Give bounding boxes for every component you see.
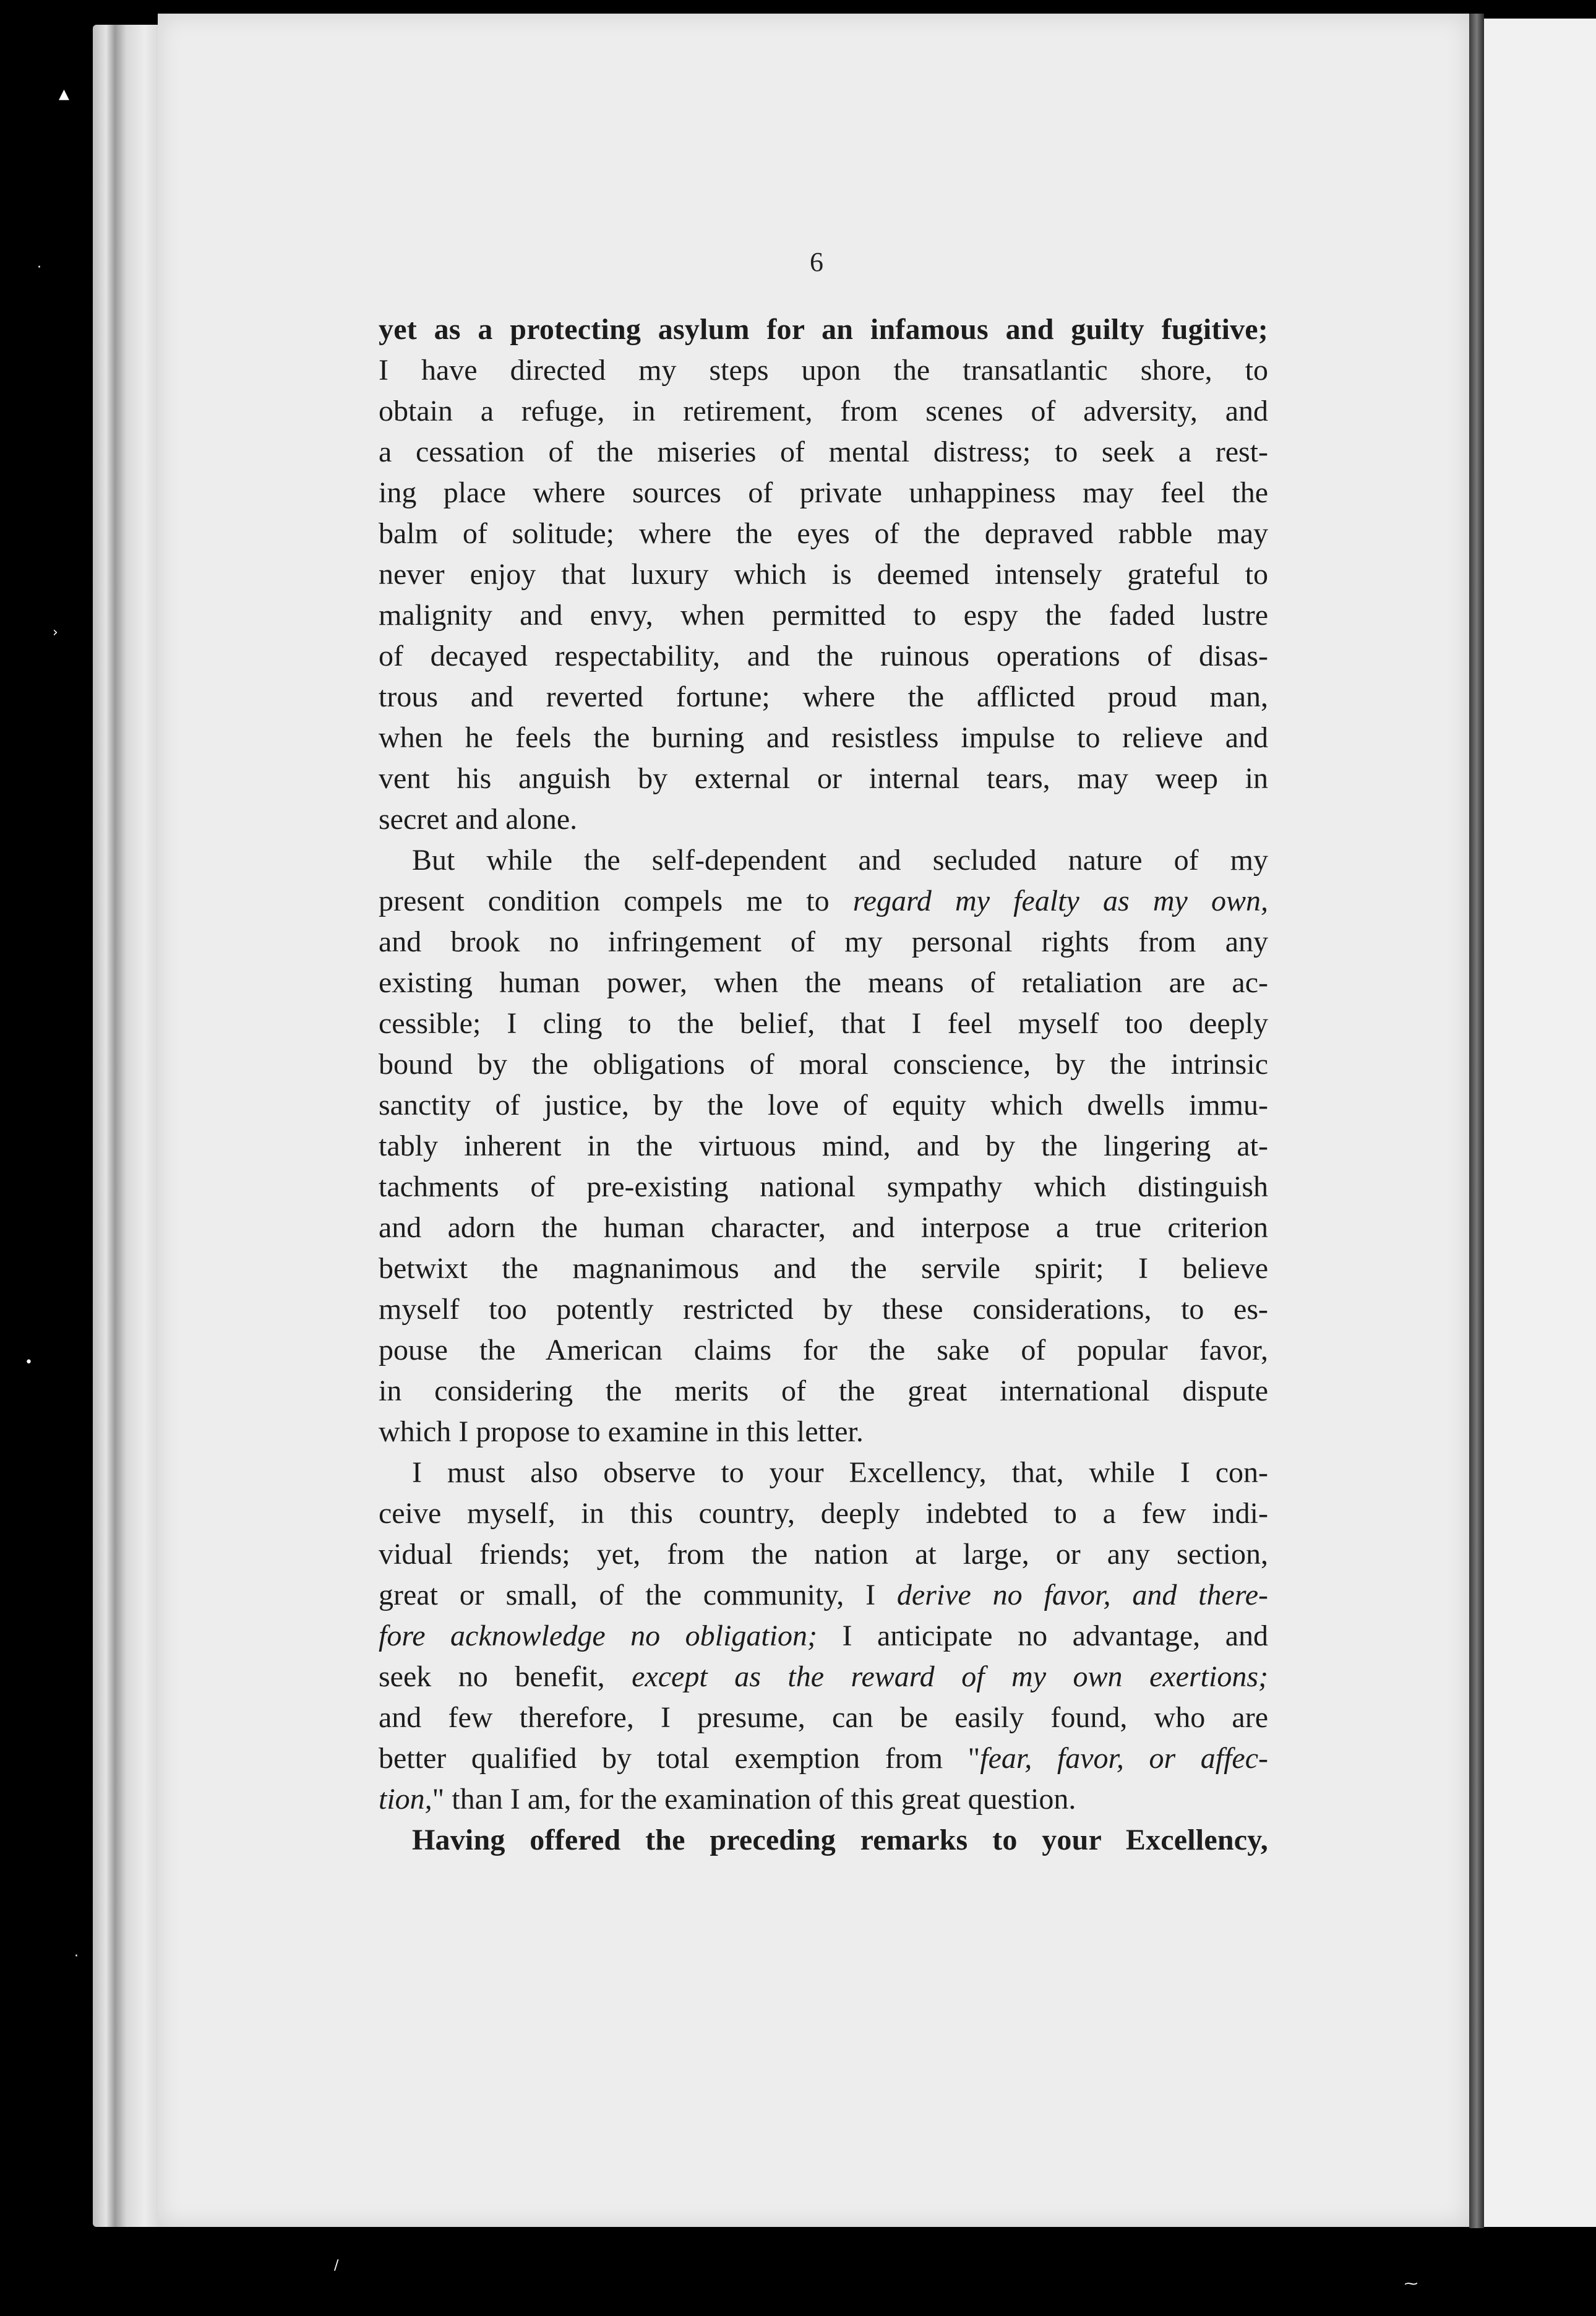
scan-speck: · bbox=[37, 260, 41, 275]
text-line: Having offered the preceding remarks to your Excellency, bbox=[412, 1824, 1268, 1856]
scan-speck: • bbox=[25, 1355, 33, 1370]
text-line: yet as a protecting asylum for an infamous and guilty fugitive; bbox=[379, 313, 1268, 346]
text-segment: I anticipate no advantage, and bbox=[817, 1619, 1269, 1652]
scan-speck: ▲ bbox=[59, 87, 69, 102]
text-line: a cessation of the miseries of mental distress; to seek a rest- bbox=[379, 435, 1268, 468]
text-line: sanctity of justice, by the love of equity which dwells immu- bbox=[379, 1089, 1268, 1122]
text-line: in considering the merits of the great international dispute bbox=[379, 1375, 1268, 1407]
italic-phrase: fear, favor, or affec- bbox=[980, 1742, 1268, 1775]
italic-phrase: regard my fealty as my own, bbox=[852, 885, 1268, 917]
text-segment: present condition compels me to bbox=[379, 885, 853, 917]
scan-speck: ⁓ bbox=[1404, 2276, 1418, 2292]
text-line: betwixt the magnanimous and the servile spirit; I believe bbox=[379, 1252, 1268, 1285]
text-line: obtain a refuge, in retirement, from scenes of adversity, and bbox=[379, 395, 1268, 427]
adjacent-page-edge bbox=[1484, 19, 1596, 2227]
book-left-leaves bbox=[93, 25, 167, 2227]
text-line: malignity and envy, when permitted to espy the faded lustre bbox=[379, 599, 1268, 632]
scan-speck: / bbox=[334, 2258, 339, 2273]
text-line: I have directed my steps upon the transatlantic shore, to bbox=[379, 354, 1268, 387]
text-line bbox=[379, 1657, 1268, 1697]
text-line: secret and alone. bbox=[379, 803, 578, 836]
page-number: 6 bbox=[810, 247, 823, 277]
text-line: never enjoy that luxury which is deemed intensely grateful to bbox=[379, 558, 1268, 591]
text-line: ceive myself, in this country, deeply indebted to a few indi- bbox=[379, 1497, 1268, 1530]
text-line: pouse the American claims for the sake of popular favor, bbox=[379, 1334, 1268, 1366]
text-line bbox=[379, 1738, 1268, 1779]
text-line: myself too potently restricted by these considerations, to es- bbox=[379, 1293, 1268, 1326]
text-line: But while the self-dependent and secluded nature of my bbox=[412, 844, 1268, 877]
text-line: of decayed respectability, and the ruinous operations of disas- bbox=[379, 640, 1268, 672]
text-segment: seek no benefit, bbox=[379, 1660, 632, 1693]
text-line: tachments of pre-existing national sympathy which distinguish bbox=[379, 1170, 1268, 1203]
text-line: ing place where sources of private unhappiness may feel the bbox=[379, 476, 1268, 509]
scan-speck: › bbox=[53, 625, 58, 640]
book-gutter-shadow bbox=[1469, 14, 1484, 2228]
body-text bbox=[379, 309, 1268, 1861]
text-line: and few therefore, I presume, can be easily found, who are bbox=[379, 1701, 1268, 1734]
text-line: tably inherent in the virtuous mind, and by the lingering at- bbox=[379, 1130, 1268, 1162]
text-line: existing human power, when the means of retaliation are ac- bbox=[379, 966, 1268, 999]
text-line bbox=[379, 1779, 1268, 1820]
text-line: vent his anguish by external or internal tears, may weep in bbox=[379, 762, 1268, 795]
text-line: bound by the obligations of moral conscience, by the intrinsic bbox=[379, 1048, 1268, 1081]
text-segment: better qualified by total exemption from " bbox=[379, 1742, 980, 1775]
italic-phrase: tion, bbox=[379, 1783, 432, 1816]
text-line: and adorn the human character, and interpose a true criterion bbox=[379, 1211, 1268, 1244]
text-line bbox=[379, 881, 1268, 922]
text-line: vidual friends; yet, from the nation at large, or any section, bbox=[379, 1538, 1268, 1571]
text-line: and brook no infringement of my personal rights from any bbox=[379, 925, 1268, 958]
italic-phrase: fore acknowledge no obligation; bbox=[379, 1619, 817, 1652]
text-segment: great or small, of the community, I bbox=[379, 1579, 897, 1611]
text-line: trous and reverted fortune; where the afflicted proud man, bbox=[379, 680, 1268, 713]
text-line: balm of solitude; where the eyes of the depraved rabble may bbox=[379, 517, 1268, 550]
text-line: when he feels the burning and resistless impulse to relieve and bbox=[379, 721, 1268, 754]
italic-phrase: derive no favor, and there- bbox=[896, 1579, 1269, 1611]
text-line bbox=[379, 1616, 1268, 1657]
text-segment: " than I am, for the examination of this great question. bbox=[432, 1783, 1076, 1816]
text-line: which I propose to examine in this letter. bbox=[379, 1415, 864, 1448]
text-line: cessible; I cling to the belief, that I feel myself too deeply bbox=[379, 1007, 1268, 1040]
text-line: I must also observe to your Excellency, that, while I con- bbox=[412, 1456, 1268, 1489]
italic-phrase: except as the reward of my own exertions; bbox=[632, 1660, 1268, 1693]
text-line bbox=[379, 1575, 1268, 1616]
scan-speck: · bbox=[74, 1949, 79, 1964]
